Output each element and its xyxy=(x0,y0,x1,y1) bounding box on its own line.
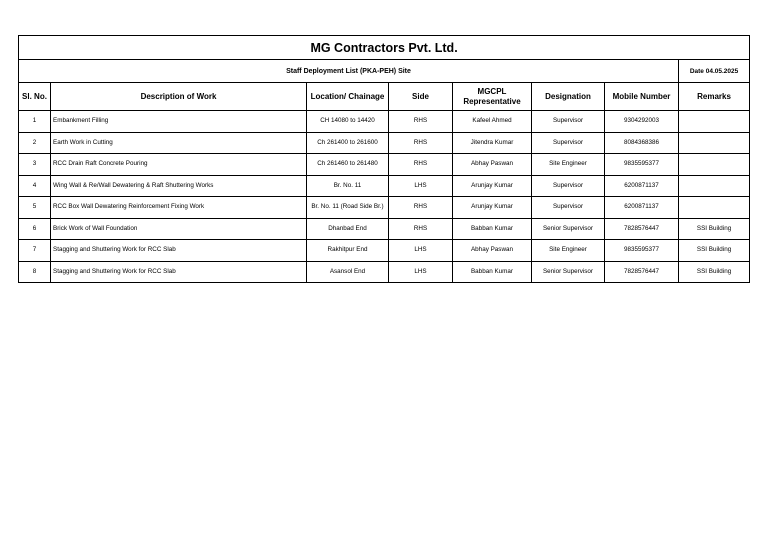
cell-location: Asansol End xyxy=(307,261,389,283)
col-header-description: Description of Work xyxy=(51,83,307,111)
cell-location: Br. No. 11 xyxy=(307,175,389,197)
table-row xyxy=(19,175,750,197)
cell-description: Stagging and Shuttering Work for RCC Slab xyxy=(51,240,307,262)
cell-mobile: 7828576447 xyxy=(605,218,679,240)
subtitle-row xyxy=(19,60,750,83)
cell-mobile: 8084368386 xyxy=(605,132,679,154)
cell-side: LHS xyxy=(389,261,453,283)
cell-sl: 3 xyxy=(19,154,51,176)
cell-sl: 8 xyxy=(19,261,51,283)
table-row xyxy=(19,132,750,154)
cell-side: LHS xyxy=(389,240,453,262)
cell-remarks: SSI Building xyxy=(679,218,750,240)
cell-sl: 4 xyxy=(19,175,51,197)
cell-side: RHS xyxy=(389,197,453,219)
cell-rep: Babban Kumar xyxy=(453,261,532,283)
cell-location: Rakhitpur End xyxy=(307,240,389,262)
cell-designation: Site Engineer xyxy=(532,240,605,262)
col-header-sl: Sl. No. xyxy=(19,83,51,111)
cell-sl: 7 xyxy=(19,240,51,262)
cell-description: Earth Work in Cutting xyxy=(51,132,307,154)
cell-remarks xyxy=(679,132,750,154)
cell-rep: Babban Kumar xyxy=(453,218,532,240)
col-header-location: Location/ Chainage xyxy=(307,83,389,111)
cell-mobile: 7828576447 xyxy=(605,261,679,283)
table-row xyxy=(19,111,750,133)
cell-designation: Senior Supervisor xyxy=(532,218,605,240)
cell-side: RHS xyxy=(389,132,453,154)
cell-location: Ch 261400 to 261600 xyxy=(307,132,389,154)
cell-designation: Supervisor xyxy=(532,175,605,197)
cell-mobile: 9304292003 xyxy=(605,111,679,133)
cell-remarks: SSI Building xyxy=(679,240,750,262)
cell-designation: Supervisor xyxy=(532,111,605,133)
cell-description: RCC Drain Raft Concrete Pouring xyxy=(51,154,307,176)
company-title: MG Contractors Pvt. Ltd. xyxy=(19,36,750,60)
title-row xyxy=(19,36,750,60)
col-header-mobile: Mobile Number xyxy=(605,83,679,111)
list-title: Staff Deployment List (PKA-PEH) Site xyxy=(19,60,679,83)
cell-sl: 1 xyxy=(19,111,51,133)
table-row xyxy=(19,154,750,176)
cell-designation: Supervisor xyxy=(532,197,605,219)
cell-sl: 6 xyxy=(19,218,51,240)
table-row xyxy=(19,240,750,262)
col-header-side: Side xyxy=(389,83,453,111)
cell-mobile: 6200871137 xyxy=(605,175,679,197)
cell-description: RCC Box Wall Dewatering Reinforcement Fixing Work xyxy=(51,197,307,219)
cell-rep: Abhay Paswan xyxy=(453,154,532,176)
cell-remarks xyxy=(679,154,750,176)
cell-rep: Jitendra Kumar xyxy=(453,132,532,154)
cell-sl: 5 xyxy=(19,197,51,219)
cell-location: Dhanbad End xyxy=(307,218,389,240)
cell-rep: Kafeel Ahmed xyxy=(453,111,532,133)
cell-description: Stagging and Shuttering Work for RCC Slab xyxy=(51,261,307,283)
cell-remarks xyxy=(679,111,750,133)
deployment-sheet xyxy=(18,35,750,283)
cell-designation: Site Engineer xyxy=(532,154,605,176)
cell-side: RHS xyxy=(389,111,453,133)
cell-mobile: 9835595377 xyxy=(605,240,679,262)
col-header-rep: MGCPL Representative xyxy=(453,83,532,111)
staff-deployment-table xyxy=(18,35,750,283)
cell-remarks xyxy=(679,197,750,219)
cell-description: Embankment Filling xyxy=(51,111,307,133)
cell-designation: Supervisor xyxy=(532,132,605,154)
cell-side: LHS xyxy=(389,175,453,197)
cell-remarks xyxy=(679,175,750,197)
cell-side: RHS xyxy=(389,154,453,176)
cell-designation: Senior Supervisor xyxy=(532,261,605,283)
table-row xyxy=(19,197,750,219)
cell-side: RHS xyxy=(389,218,453,240)
cell-rep: Arunjay Kumar xyxy=(453,197,532,219)
report-date: Date 04.05.2025 xyxy=(679,60,750,83)
col-header-designation: Designation xyxy=(532,83,605,111)
cell-mobile: 6200871137 xyxy=(605,197,679,219)
header-row xyxy=(19,83,750,111)
col-header-remarks: Remarks xyxy=(679,83,750,111)
cell-location: Ch 261460 to 261480 xyxy=(307,154,389,176)
table-row xyxy=(19,261,750,283)
cell-description: Wing Wall & Re/Wall Dewatering & Raft Shuttering Works xyxy=(51,175,307,197)
cell-sl: 2 xyxy=(19,132,51,154)
cell-rep: Arunjay Kumar xyxy=(453,175,532,197)
cell-mobile: 9835595377 xyxy=(605,154,679,176)
cell-location: CH 14080 to 14420 xyxy=(307,111,389,133)
cell-location: Br. No. 11 (Road Side Br.) xyxy=(307,197,389,219)
table-row xyxy=(19,218,750,240)
cell-remarks: SSI Building xyxy=(679,261,750,283)
cell-rep: Abhay Paswan xyxy=(453,240,532,262)
cell-description: Brick Work of Wall Foundation xyxy=(51,218,307,240)
